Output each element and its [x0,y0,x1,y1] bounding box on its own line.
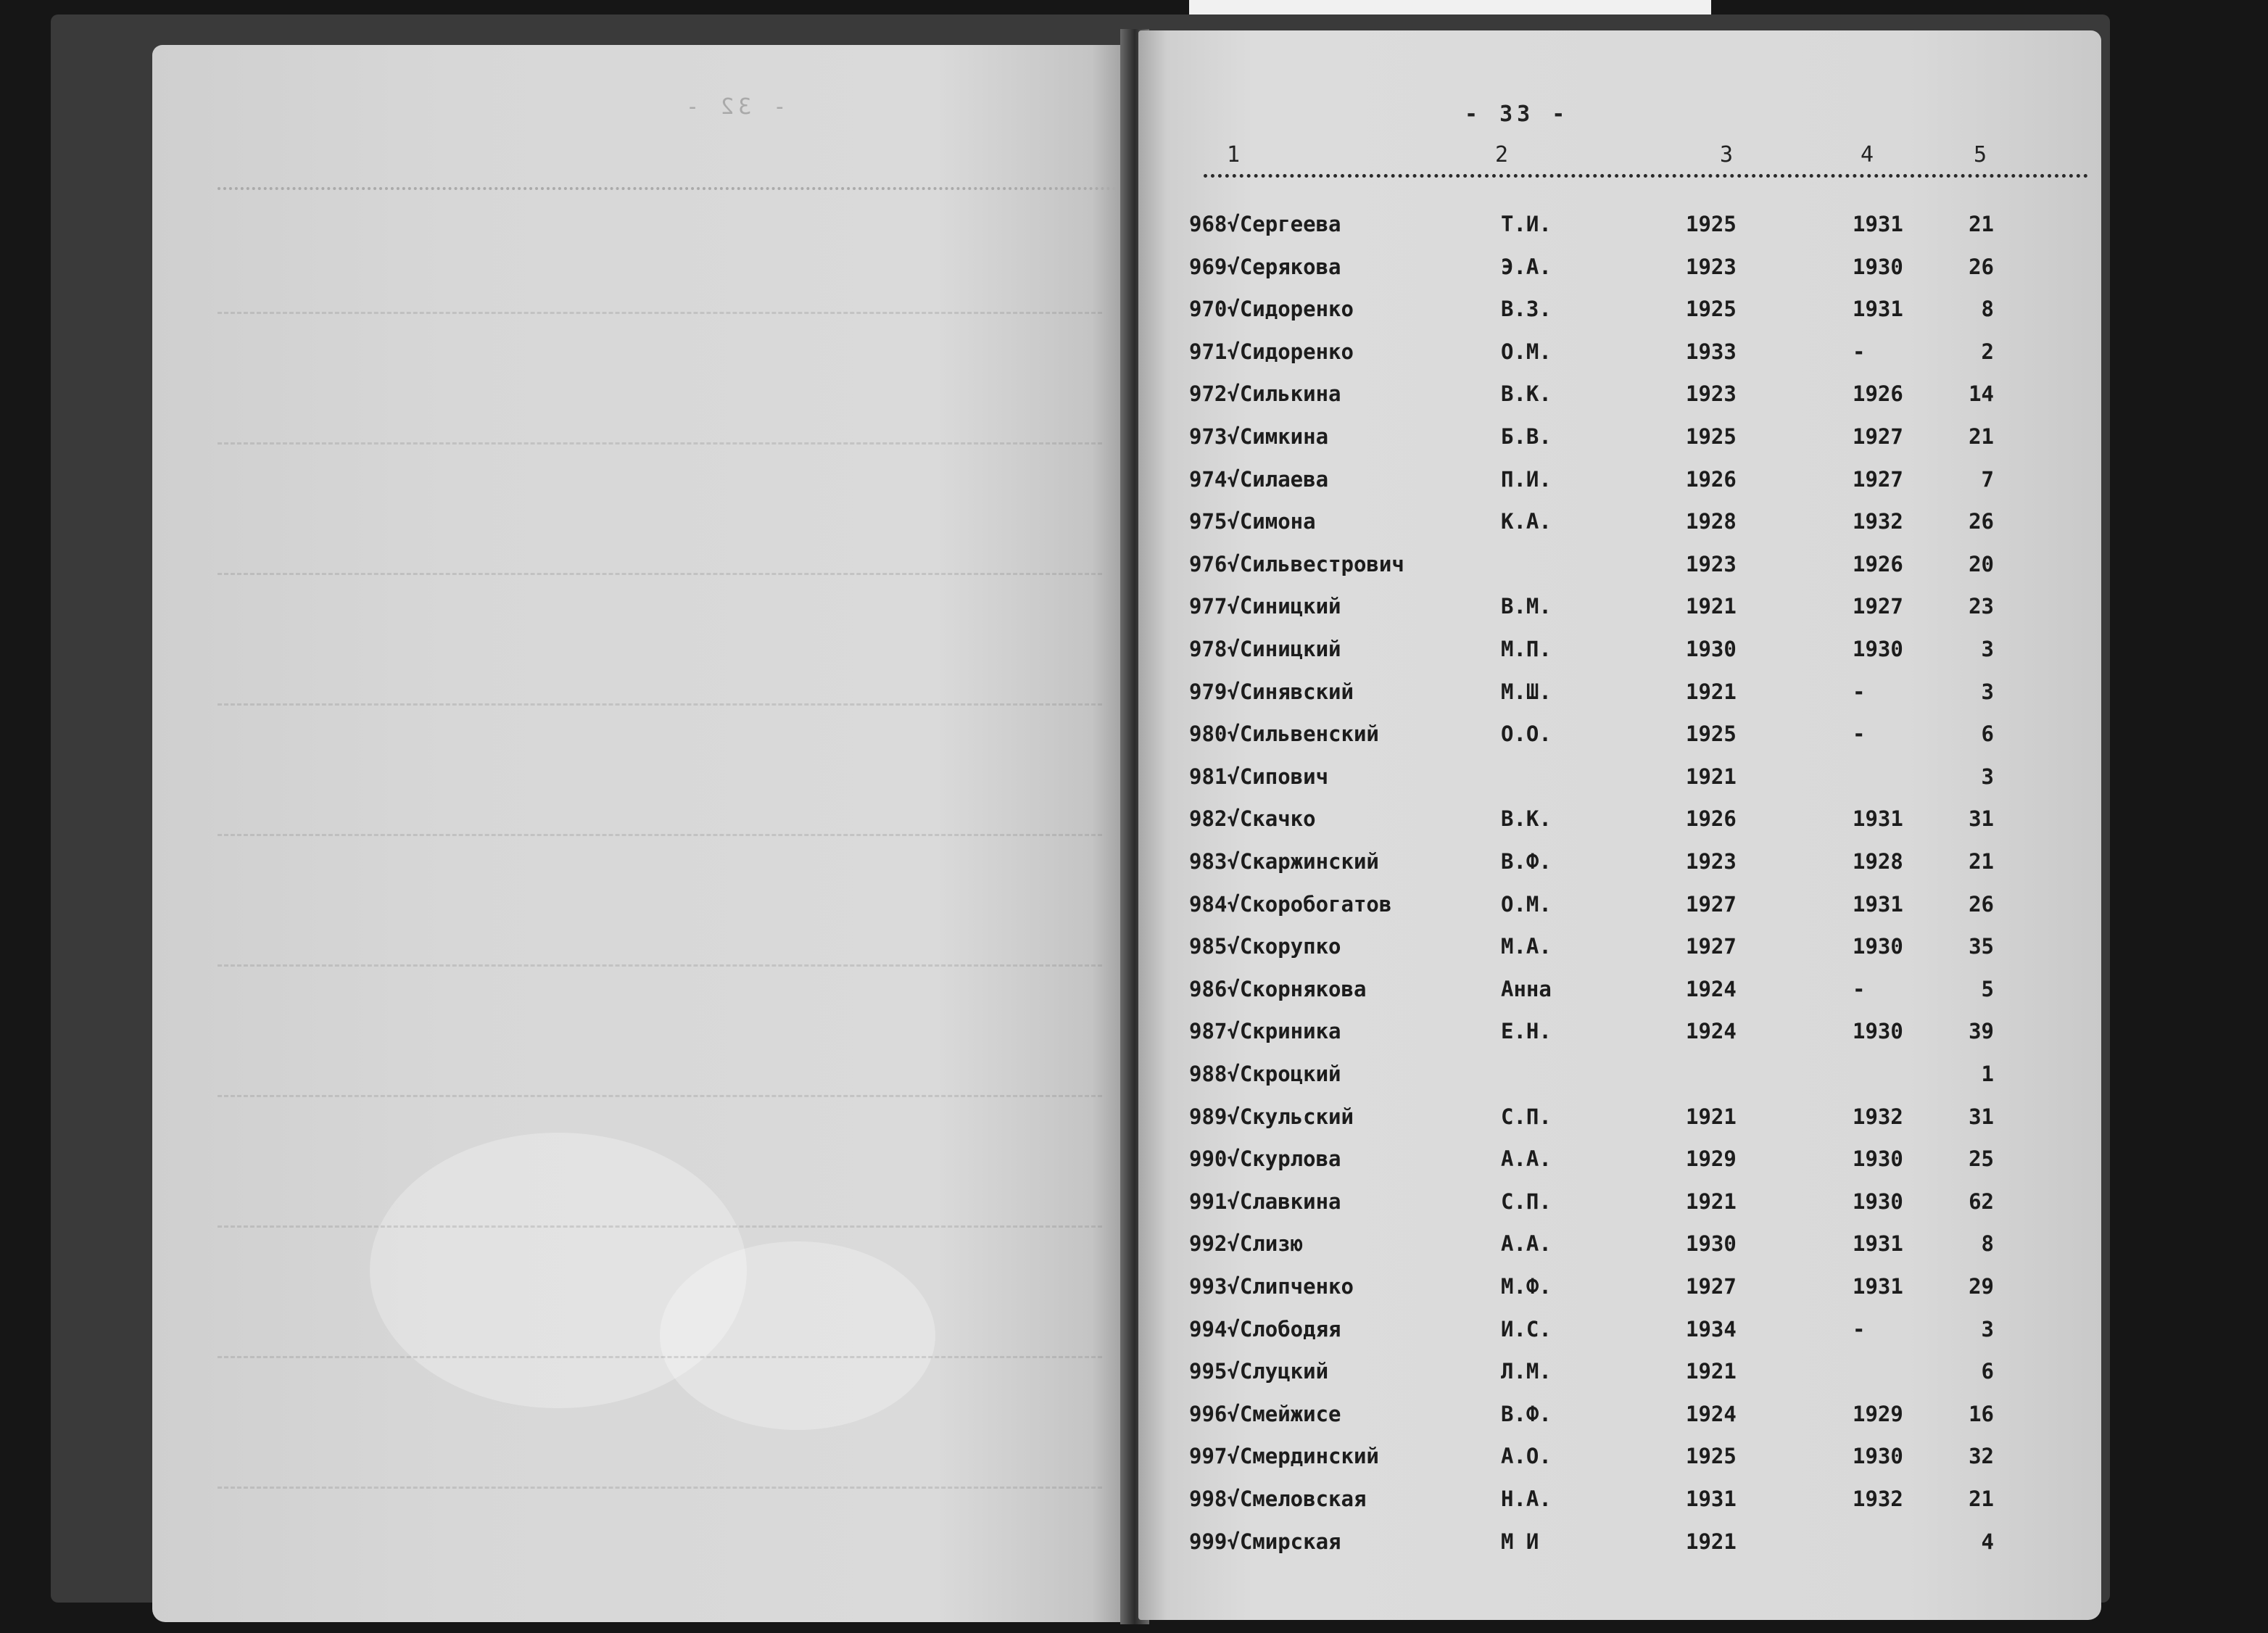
entry-count: 62 [1969,1188,1994,1214]
entry-count: 31 [1969,1104,1994,1129]
table-row [0,1146,2268,1188]
entry-year: 1927 [1686,934,1737,959]
entry-name: 989√Скульский [1189,1104,1354,1129]
entry-year: 1923 [1686,254,1737,279]
entry-year-end: 1928 [1853,849,1903,874]
entry-year: 1923 [1686,551,1737,576]
header-rule [1204,174,2088,178]
entry-initials: В.К. [1501,381,1552,407]
entry-name: 980√Сильвенский [1189,722,1379,747]
entry-initials: М.П. [1501,637,1552,661]
entry-year-end: 1926 [1853,551,1903,576]
entry-initials: Анна [1501,976,1552,1001]
table-row [0,212,2268,254]
entry-initials: Т.И. [1501,212,1552,236]
entry-name: 976√Сильвестрович [1189,551,1404,576]
entry-count: 8 [1981,297,1994,322]
table-row [0,806,2268,848]
entry-year-end: - [1853,679,1866,704]
entry-initials: О.М. [1501,891,1552,917]
entry-initials: В.М. [1501,594,1552,619]
entry-count: 1 [1981,1062,1994,1086]
table-row [0,467,2268,509]
table-row [0,892,2268,934]
entry-year-end: 1927 [1853,466,1903,492]
entry-count: 6 [1981,722,1994,747]
entry-name: 982√Скачко [1189,806,1316,832]
entry-initials: О.О. [1501,722,1552,747]
entry-year: 1924 [1686,1019,1737,1044]
entry-year-end: 1932 [1853,1104,1903,1129]
entry-count: 16 [1969,1401,1994,1426]
entry-year: 1926 [1686,466,1737,492]
table-row [0,679,2268,722]
table-row [0,297,2268,339]
entry-year-end: - [1853,976,1866,1001]
entry-year-end: 1929 [1853,1401,1903,1426]
entry-year-end: 1930 [1853,1146,1903,1172]
entry-count: 20 [1969,551,1994,576]
entry-year: 1924 [1686,976,1737,1001]
table-row [0,509,2268,551]
entry-year-end: 1930 [1853,254,1903,279]
entry-year: 1927 [1686,1274,1737,1299]
entry-name: 998√Смеловская [1189,1487,1367,1511]
table-row [0,934,2268,976]
entry-count: 25 [1969,1146,1994,1172]
entry-year: 1928 [1686,509,1737,534]
entry-year-end: 1930 [1853,1444,1903,1469]
entry-name: 995√Слуцкий [1189,1359,1329,1384]
entry-name: 979√Синявский [1189,679,1354,704]
entry-year-end: 1926 [1853,381,1903,407]
entry-initials: А.А. [1501,1231,1552,1257]
entry-count: 3 [1981,679,1994,704]
entry-count: 26 [1969,891,1994,917]
entry-year: 1925 [1686,424,1737,449]
entry-year: 1925 [1686,722,1737,747]
entry-name: 985√Скорупко [1189,934,1341,959]
entry-count: 31 [1969,806,1994,832]
entry-year: 1925 [1686,1444,1737,1469]
column-number: 2 [1495,142,1509,168]
entry-year-end: 1931 [1853,1274,1903,1299]
entry-initials: П.И. [1501,466,1552,492]
entry-initials: М.Ш. [1501,679,1552,704]
entry-initials: А.О. [1501,1444,1552,1469]
entry-name: 974√Силаева [1189,466,1329,492]
entry-year: 1923 [1686,849,1737,874]
entry-name: 999√Смирская [1189,1529,1341,1554]
entry-initials: В.З. [1501,297,1552,322]
entry-year: 1921 [1686,1529,1737,1554]
table-row [0,1274,2268,1316]
entry-year: 1921 [1686,679,1737,704]
entry-year: 1929 [1686,1146,1737,1172]
entry-name: 969√Серякова [1189,254,1341,279]
entry-name: 968√Сергеева [1189,212,1341,236]
entry-year: 1930 [1686,637,1737,661]
column-number: 3 [1720,142,1734,168]
entry-count: 3 [1981,764,1994,789]
table-row [0,381,2268,423]
entry-count: 3 [1981,637,1994,661]
entry-initials: А.А. [1501,1146,1552,1172]
entry-count: 35 [1969,934,1994,959]
entry-year: 1927 [1686,891,1737,917]
table-row [0,1317,2268,1359]
entry-year-end: 1930 [1853,934,1903,959]
entry-name: 997√Смердинский [1189,1444,1379,1469]
entry-year-end: 1932 [1853,509,1903,534]
entry-name: 971√Сидоренко [1189,339,1354,364]
entry-initials: М.Ф. [1501,1274,1552,1299]
table-row [0,255,2268,297]
entry-count: 23 [1969,594,1994,619]
entry-count: 6 [1981,1359,1994,1384]
entry-initials: С.П. [1501,1188,1552,1214]
entry-year: 1931 [1686,1487,1737,1511]
table-row [0,339,2268,381]
entry-count: 21 [1969,1487,1994,1511]
entry-year: 1930 [1686,1231,1737,1257]
table-row [0,424,2268,466]
entry-name: 970√Сидоренко [1189,297,1354,322]
entry-initials: Л.М. [1501,1359,1552,1384]
entry-name: 981√Сипович [1189,764,1329,789]
entry-year: 1926 [1686,806,1737,832]
entry-initials: Н.А. [1501,1487,1552,1511]
entry-year: 1921 [1686,594,1737,619]
column-number: 1 [1227,142,1241,168]
entry-initials: И.С. [1501,1316,1552,1341]
table-row [0,1231,2268,1273]
entry-count: 21 [1969,849,1994,874]
bleed-through-page-number: - 32 - [682,94,787,120]
entry-initials: С.П. [1501,1104,1552,1129]
entry-count: 3 [1981,1316,1994,1341]
entry-name: 973√Симкина [1189,424,1329,449]
column-number: 5 [1974,142,1987,168]
entry-initials: В.К. [1501,806,1552,832]
table-row [0,1529,2268,1571]
table-row [0,977,2268,1019]
entry-name: 994√Слободяя [1189,1316,1341,1341]
table-row [0,552,2268,594]
column-number: 4 [1861,142,1874,168]
entry-initials: М И [1501,1529,1539,1554]
entry-initials: Б.В. [1501,424,1552,449]
entry-initials: М.А. [1501,934,1552,959]
entry-name: 990√Скурлова [1189,1146,1341,1172]
entry-count: 29 [1969,1274,1994,1299]
entry-name: 992√Слизю [1189,1231,1304,1257]
entry-name: 988√Скроцкий [1189,1062,1341,1086]
entry-year: 1921 [1686,1104,1737,1129]
entry-name: 984√Скоробогатов [1189,891,1392,917]
entry-year: 1921 [1686,764,1737,789]
entry-initials: Е.Н. [1501,1019,1552,1044]
entry-year-end: 1931 [1853,297,1903,322]
entry-name: 978√Синицкий [1189,637,1341,661]
entry-count: 5 [1981,976,1994,1001]
entry-year: 1933 [1686,339,1737,364]
entry-year-end: 1930 [1853,1019,1903,1044]
entry-count: 14 [1969,381,1994,407]
table-row [0,764,2268,806]
entry-year-end: 1930 [1853,637,1903,661]
entry-count: 39 [1969,1019,1994,1044]
entry-count: 26 [1969,254,1994,279]
entry-year-end: - [1853,1316,1866,1341]
table-row [0,849,2268,891]
page-number: - 33 - [1465,102,1570,127]
entry-name: 983√Скаржинский [1189,849,1379,874]
table-row [0,722,2268,764]
entry-name: 972√Силькина [1189,381,1341,407]
entry-year-end: - [1853,339,1866,364]
table-row [0,1019,2268,1061]
entry-initials: О.М. [1501,339,1552,364]
entry-year-end: - [1853,722,1866,747]
entry-year-end: 1932 [1853,1487,1903,1511]
entry-year-end: 1931 [1853,806,1903,832]
entry-year: 1923 [1686,381,1737,407]
entry-count: 21 [1969,212,1994,236]
entry-year: 1925 [1686,212,1737,236]
entry-name: 987√Скриника [1189,1019,1341,1044]
entry-name: 996√Смейжисе [1189,1401,1341,1426]
table-row [0,1189,2268,1231]
bleed-through-rule [218,187,1117,190]
entry-count: 32 [1969,1444,1994,1469]
entry-name: 993√Слипченко [1189,1274,1354,1299]
entry-year: 1925 [1686,297,1737,322]
entry-year-end: 1927 [1853,424,1903,449]
entry-year-end: 1927 [1853,594,1903,619]
table-row [0,594,2268,636]
table-row [0,1402,2268,1444]
table-row [0,637,2268,679]
entry-count: 21 [1969,424,1994,449]
entry-year: 1921 [1686,1188,1737,1214]
entry-year: 1924 [1686,1401,1737,1426]
entry-year-end: 1930 [1853,1188,1903,1214]
entry-year-end: 1931 [1853,1231,1903,1257]
table-row [0,1104,2268,1146]
table-row [0,1062,2268,1104]
entry-count: 7 [1981,466,1994,492]
entry-year-end: 1931 [1853,891,1903,917]
entry-year: 1934 [1686,1316,1737,1341]
entry-initials: В.Ф. [1501,849,1552,874]
entry-name: 991√Славкина [1189,1188,1341,1214]
entry-count: 26 [1969,509,1994,534]
table-row [0,1487,2268,1529]
table-row [0,1359,2268,1401]
entry-count: 8 [1981,1231,1994,1257]
entry-initials: В.Ф. [1501,1401,1552,1426]
entry-count: 4 [1981,1529,1994,1554]
entry-initials: Э.А. [1501,254,1552,279]
entry-name: 986√Скорнякова [1189,976,1367,1001]
entry-count: 2 [1981,339,1994,364]
entry-initials: К.А. [1501,509,1552,534]
table-row [0,1444,2268,1486]
entry-name: 977√Синицкий [1189,594,1341,619]
entry-year: 1921 [1686,1359,1737,1384]
entry-year-end: 1931 [1853,212,1903,236]
entry-name: 975√Симона [1189,509,1316,534]
